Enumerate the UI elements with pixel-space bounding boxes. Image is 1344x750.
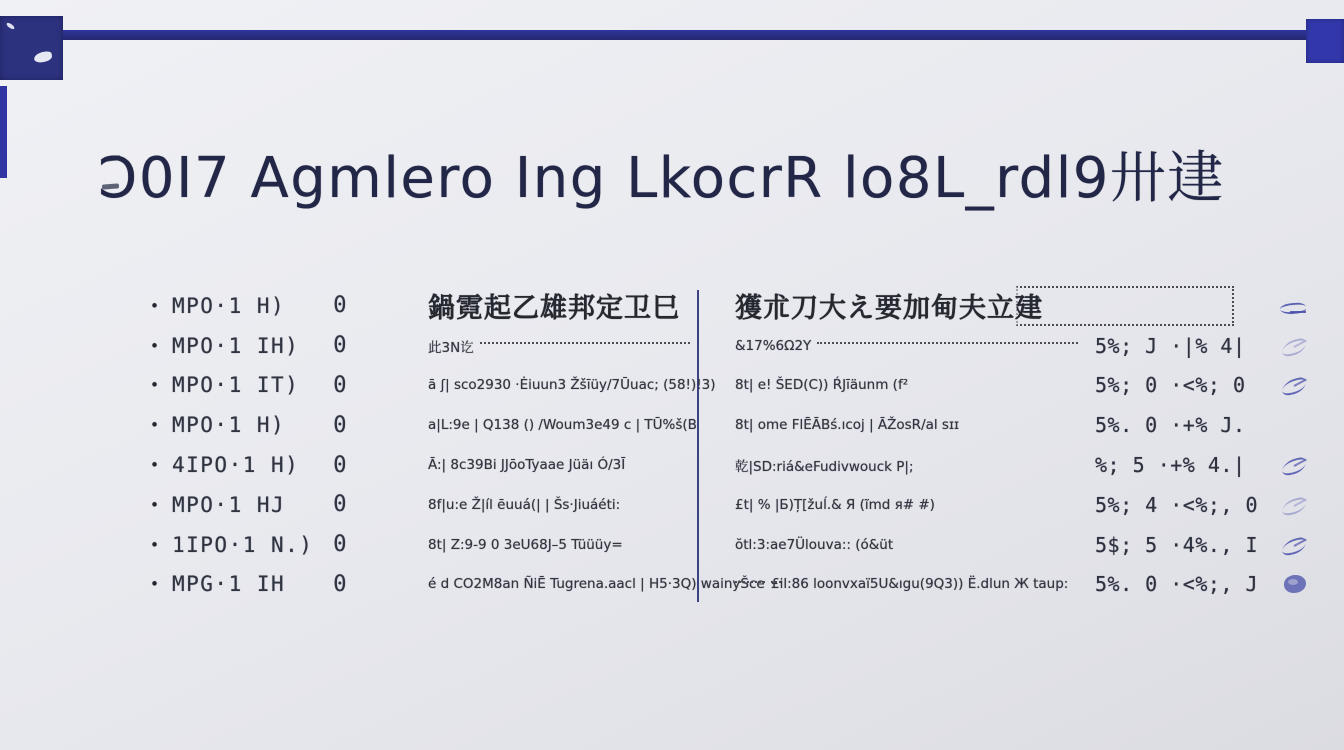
table-area	[0, 286, 1344, 616]
item-label: MPO·1 H)	[172, 413, 286, 438]
bullet-icon: •	[150, 535, 161, 554]
value-cell: 5%; J ·|% 4|	[1095, 333, 1246, 358]
cell-text: ā ʃ| sco2930 ·Ėiuun3 Žšīüy/7Ūuac; (58!)!3)	[428, 377, 716, 394]
dotted-leader	[817, 342, 1078, 344]
item-label: MPO·1 HJ	[172, 492, 286, 517]
value-cell: 5%; 0 ·<%; 0	[1095, 373, 1246, 398]
list-item	[150, 286, 348, 326]
table-row	[735, 366, 1080, 406]
list-item	[150, 485, 348, 525]
cell-text: a|L:9e | Q138 () /Woum3e49 c | TŪ%š(B	[428, 417, 697, 434]
item-label: 4IPO·1 H)	[172, 453, 300, 478]
list-item	[150, 366, 348, 406]
cell-text: £t| % |Б)Ț[žuĺ.& Я (ĩmd я# #)	[735, 496, 935, 513]
item-value: 0	[333, 571, 348, 597]
pen-scribble-icon	[1280, 297, 1312, 315]
value-cell: 5$; 5 ·4%., I	[1095, 532, 1259, 557]
table-row	[735, 485, 1080, 525]
item-label: MPO·1 H)	[172, 293, 286, 318]
dotted-leader	[735, 581, 765, 583]
bullet-icon: •	[150, 495, 161, 514]
cell-text: 乾|SD:riá&eFudivwouck P|;	[735, 459, 914, 476]
dotted-leader	[480, 342, 690, 344]
table-row	[735, 565, 1080, 605]
list-item	[150, 445, 348, 485]
value-cell: 5%; 4 ·<%;, 0	[1095, 492, 1259, 517]
ink-blob-icon	[1280, 575, 1312, 593]
column-divider	[697, 290, 699, 602]
left-item-list	[150, 286, 348, 604]
table-row	[428, 405, 697, 445]
table-row	[735, 525, 1080, 565]
cell-text: 此3N讫	[428, 339, 474, 356]
item-label: MPO·1 IT)	[172, 373, 300, 398]
table-row	[428, 445, 692, 485]
bullet-icon: •	[150, 336, 161, 355]
item-value: 0	[333, 293, 348, 319]
item-label: MPO·1 IH)	[172, 333, 300, 358]
top-left-corner-square	[0, 16, 63, 80]
table-row	[735, 326, 1080, 366]
list-item	[150, 525, 348, 565]
table-row	[428, 485, 692, 525]
value-header-spacer	[1095, 286, 1245, 326]
item-value: 0	[333, 532, 348, 558]
ink-scribble-icon	[1280, 496, 1312, 514]
middle-column-header: 鍋霓起乙雄邦定卫巳	[428, 293, 680, 325]
table-row	[428, 366, 716, 406]
bullet-icon: •	[150, 296, 161, 315]
table-row	[735, 405, 1080, 445]
bullet-icon: •	[150, 416, 161, 435]
cell-text: £il:86 loonvxaï5U&ıgu(9Q3)) Ё.dlun Ж taup:	[771, 576, 1069, 593]
top-right-corner-square	[1306, 19, 1344, 63]
cell-text: 8f|u:e Ž|íl ēuuá(| | Šs·Jiuáéti:	[428, 496, 621, 513]
right-column	[735, 286, 1080, 604]
ink-scribble-icon	[1280, 456, 1312, 474]
cell-text: 8t| Z:9-9 0 3eU68J–5 Tüüüy=	[428, 536, 623, 553]
bullet-icon: •	[150, 575, 161, 594]
cell-text: 8t| e! ŠED(C)) ŔJīäunm (f²	[735, 377, 909, 394]
item-value: 0	[333, 452, 348, 478]
ink-mark-column	[1266, 286, 1326, 604]
value-cell: 5%. 0 ·<%;, J	[1095, 572, 1259, 597]
cell-text: ŏtl:3:ae7Ülouva:: (ó&üt	[735, 536, 894, 553]
item-value: 0	[333, 333, 348, 359]
page-title: Ɔ0I7 Agmlero Ing LkocrR lo8L_rdl9卅䢖	[98, 146, 1225, 211]
item-label: 1IPO·1 N.)	[172, 532, 314, 557]
list-item	[150, 565, 348, 605]
list-item	[150, 405, 348, 445]
ink-scribble-icon	[1280, 376, 1312, 394]
item-value: 0	[333, 412, 348, 438]
cell-text: 8t| ome FlĒĀBś.ıcoj | ĀŽosR/al sɪɪ	[735, 417, 959, 434]
item-value: 0	[333, 372, 348, 398]
cell-text: &17%6Ω2Y	[735, 337, 812, 354]
value-cell: %; 5 ·+% 4.|	[1095, 453, 1246, 478]
item-label: MPG·1 IH	[172, 572, 286, 597]
top-border-bar	[0, 30, 1344, 40]
cell-text: Ā:| 8c39Bi JJōoTyaae Jüäı Ó/3Ī	[428, 457, 626, 474]
cell-text: é d CO2M8an ÑiĒ Tugrena.aacl | H5·3Q) wainyŠce	[428, 576, 765, 593]
ink-scribble-icon	[1280, 337, 1312, 355]
item-value: 0	[333, 492, 348, 518]
list-item	[150, 326, 348, 366]
ink-scribble-icon	[1280, 536, 1312, 554]
table-row	[428, 525, 692, 565]
bullet-icon: •	[150, 456, 161, 475]
table-row	[428, 565, 765, 605]
value-cell: 5%. 0 ·+% J.	[1095, 413, 1246, 438]
value-column	[1095, 286, 1259, 604]
left-edge-strip	[0, 86, 7, 178]
bullet-icon: •	[150, 376, 161, 395]
table-row	[735, 445, 1080, 485]
table-row	[428, 326, 692, 366]
right-column-header: 獲朮刀大え要加甸夫立建	[735, 293, 1043, 325]
middle-column	[428, 286, 765, 604]
